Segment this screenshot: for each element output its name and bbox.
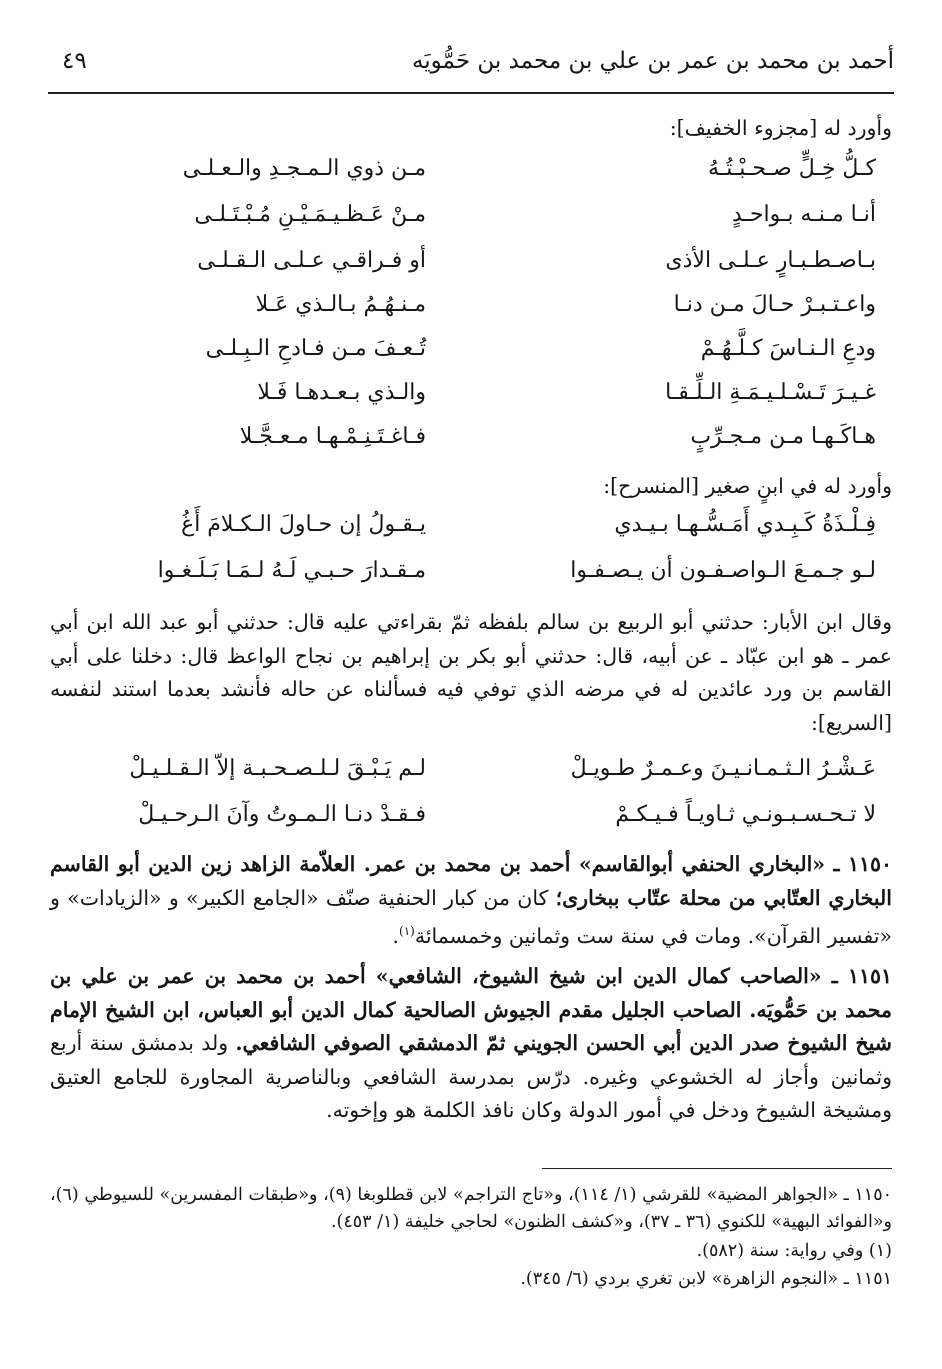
footnote-sources-1150: ١١٥٠ ـ «الجواهر المضية» للقرشي (١/ ١١٤)، و«تاج التراجم» لابن قطلوبغا (٩)، و«طبقات المفسرين» للسيوطي (٦)، و«الفوائد البهية» للكنوي (٣٦ ـ ٣٧)، و«كشف الظنون» لحاجي خليفة (١/ ٤٥٣). — [50, 1185, 893, 1232]
second-hemistich: أو فـراقـي عـلـى الـقـلـى — [197, 248, 426, 273]
first-hemistich: غـيـرَ تَـسْـلـيـمَـةِ الـلِّـقـا — [665, 380, 876, 405]
first-hemistich: لا تـحـسـبـونـي ثـاويـاً فـيـكـمْ — [615, 802, 876, 827]
verse-line — [60, 424, 876, 464]
entry-text: ولد بدمشق سنة أربع وثمانين وأجاز له الخشوعي وغيره. درّس بمدرسة الشافعي وبالناصرية المجاورة للجامع العتيق ومشيخة الشيوخ ودخل في أمور الدولة وكان نافذ الكلمة هو وإخوته. — [50, 1031, 892, 1122]
header-rule — [48, 92, 894, 94]
running-title: أحمد بن محمد بن عمر بن علي بن محمد بن حَمُّويَه — [411, 48, 894, 74]
first-hemistich: أنـا مـنـه بـواحـدٍ — [731, 202, 876, 227]
second-hemistich: والـذي بـعـدهـا فَـلا — [257, 380, 426, 405]
entry-heading: ١١٥١ ـ «الصاحب كمال الدين ابن شيخ الشيوخ، الشافعي» أحمد بن محمد بن عمر بن علي بن محمد بن حَمُّويَه. الصاحب الجليل مقدم الجيوش الصالحية كمال الدين أبو العباس، ابن الشيخ الإمام شيخ الشيوخ صدر الدين أبي الحسن الجويني ثمّ الدمشقي الصوفي الشافعي. — [50, 964, 892, 1055]
footnote-1: (١) وفي رواية: سنة (٥٨٢). — [696, 1241, 892, 1261]
first-hemistich: بـاصـطـبـارٍ عـلـى الأذى — [665, 248, 876, 273]
second-hemistich: يـقـولُ إن حـاولَ الـكـلامَ أَغُ — [181, 512, 426, 537]
first-hemistich: عَـشْـرُ الـثـمـانـيـنَ وعـمـرٌ طـويـلْ — [570, 756, 876, 781]
entry-heading: ١١٥٠ ـ «البخاري الحنفي أبوالقاسم» أحمد بن محمد بن عمر. العلاّمة الزاهد زين الدين أبو القاسم البخاري العتّابي من محلة عتّاب ببخارى؛ — [50, 852, 892, 910]
entry-text: كان من كبار الحنفية صنّف «الجامع الكبير» و «الزيادات» و «تفسير القرآن». ومات في سنة ست وثمانين وخمسمائة — [50, 885, 892, 948]
biography-entry-1150 — [50, 848, 892, 953]
second-hemistich: مـن ذوي الـمـجـدِ والـعـلـى — [182, 156, 426, 181]
second-hemistich: لـم يَـبْـقَ لـلـصـحـبـة إلاّ الـقـلـيـلْ — [129, 756, 426, 781]
first-hemistich: واعـتـبـرْ حـالَ مـن دنـا — [673, 292, 876, 317]
first-hemistich: ودعِ الـنـاسَ كـلَّـهُـمْ — [700, 336, 876, 361]
narration-paragraph: وقال ابن الأبار: حدثني أبو الربيع بن سالم بلفظه ثمّ بقراءتي عليه قال: حدثني أبو عبد الله ابن أبي عمر ـ هو ابن عبّاد ـ عن أبيه، قال: حدثني أبو بكر بن إبراهيم بن نجاح الواعظ قال: دخلنا على أبي القاسم بن ورد عائدين له في مرضه الذي توفي فيه فسألناه عن حاله فأنشد بعدما استند لنفسه [السريع]: — [50, 610, 892, 735]
entry-end: . — [392, 923, 400, 948]
footnote-sources-1151: ١١٥١ ـ «النجوم الزاهرة» لابن تغري بردي (٦/ ٣٤٥). — [520, 1269, 892, 1289]
second-hemistich: فـاغـتَـنِـمْـهـا مـعـجَّـلا — [239, 424, 426, 449]
second-hemistich: مـنـهُـمُ بـالـذي عَـلا — [255, 292, 426, 317]
footnote-rule — [542, 1168, 892, 1169]
verse-line — [60, 292, 876, 332]
poem-intro: وأورد له في ابنٍ صغير [المنسرح]: — [603, 474, 892, 498]
verse-line — [60, 558, 876, 598]
verse-line — [60, 512, 876, 552]
second-hemistich: مـنْ عَـظـيـمَـيْـنِ مُـبْـتَـلـى — [194, 202, 426, 227]
verse-line — [60, 156, 876, 196]
verse-line — [60, 802, 876, 842]
biography-entry-1151 — [50, 960, 892, 1128]
verse-line — [60, 248, 876, 288]
first-hemistich: كـلُّ خِـلٍّ صـحـبْـتُـهُ — [707, 156, 876, 181]
verse-line — [60, 380, 876, 420]
first-hemistich: فِـلْـذَةُ كَـبِـدي أَمَـسُّـهـا بـيـدي — [614, 512, 876, 537]
poem-intro: وأورد له [مجزوء الخفيف]: — [669, 116, 892, 140]
first-hemistich: هـاكَـهـا مـن مـجـرِّبٍ — [690, 424, 876, 449]
first-hemistich: لـو جـمـعَ الـواصـفـون أن يـصـفـوا — [570, 558, 876, 583]
verse-line — [60, 202, 876, 242]
page-header — [48, 40, 894, 90]
second-hemistich: تُـعـفَ مـن فـادحِ الـبِـلـى — [205, 336, 426, 361]
page-number: ٤٩ — [62, 48, 87, 74]
second-hemistich: مـقـدارَ حـبـي لَـهُ لـمَـا بَـلَـغـوا — [157, 558, 426, 583]
verse-line — [60, 756, 876, 796]
footnote-ref: (١) — [399, 924, 415, 938]
second-hemistich: فـقـدْ دنـا الـمـوتُ وآنَ الـرحـيـلْ — [138, 802, 426, 827]
verse-line — [60, 336, 876, 376]
